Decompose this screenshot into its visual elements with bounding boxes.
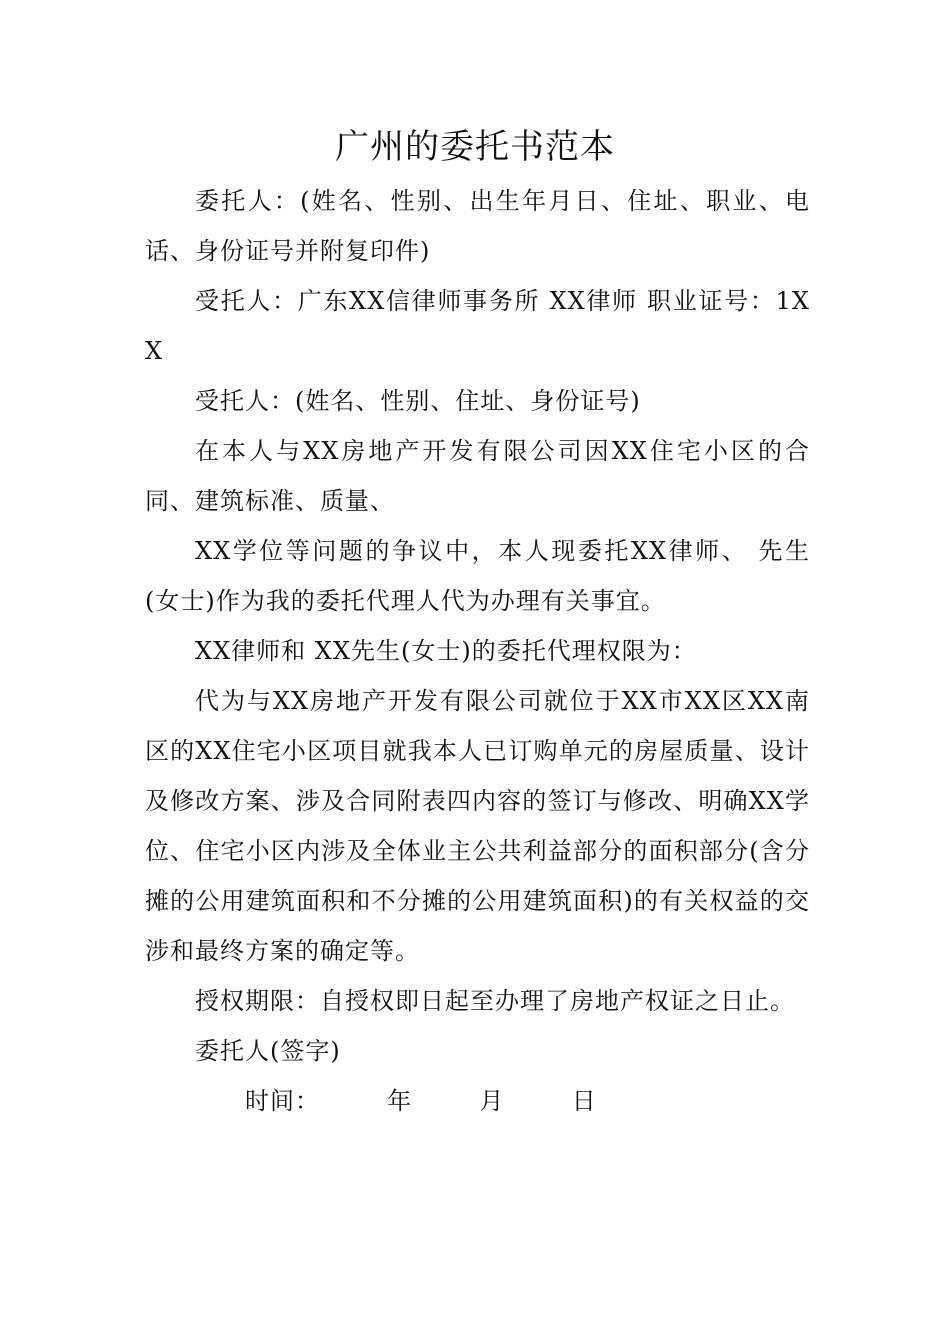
paragraph-agent-lawyer: 受托人：广东XX信律师事务所 XX律师 职业证号：1XX [145,287,810,365]
paragraph-authorization-period: 授权期限：自授权即日起至办理了房地产权证之日止。 [195,987,795,1015]
paragraph-authority-scope: 代为与XX房地产开发有限公司就位于XX市XX区XX南区的XX住宅小区项目就我本人已订购单元的房屋质量、设计及修改方案、涉及合同附表四内容的签订与修改、明确XX学位、住宅小区内涉及全体业主公共利益部分的面积部分(含分摊的公用建筑面积和不分摊的公用建筑面积)的有关权益的交涉和最终方案的确定等。 [145,687,810,965]
paragraph-authority-heading: XX律师和 XX先生(女士)的委托代理权限为： [195,637,697,665]
document-title: 广州的委托书范本 [335,127,615,167]
date-line [145,1076,810,1126]
paragraph-signature: 委托人(签字) [195,1037,341,1065]
document-body [145,176,810,1126]
date-year: 年 [387,1087,413,1115]
date-day: 日 [571,1087,597,1115]
date-month: 月 [479,1087,505,1115]
paragraph-principal: 委托人：(姓名、性别、出生年月日、住址、职业、电话、身份证号并附复印件) [145,187,810,265]
date-label: 时间： [245,1087,320,1115]
paragraph-agent-person: 受托人：(姓名、性别、住址、身份证号) [195,387,641,415]
paragraph-entrustment: XX学位等问题的争议中，本人现委托XX律师、 先生(女士)作为我的委托代理人代为办理有关事宜。 [145,537,810,615]
paragraph-dispute-intro: 在本人与XX房地产开发有限公司因XX住宅小区的合同、建筑标准、质量、 [145,437,810,515]
